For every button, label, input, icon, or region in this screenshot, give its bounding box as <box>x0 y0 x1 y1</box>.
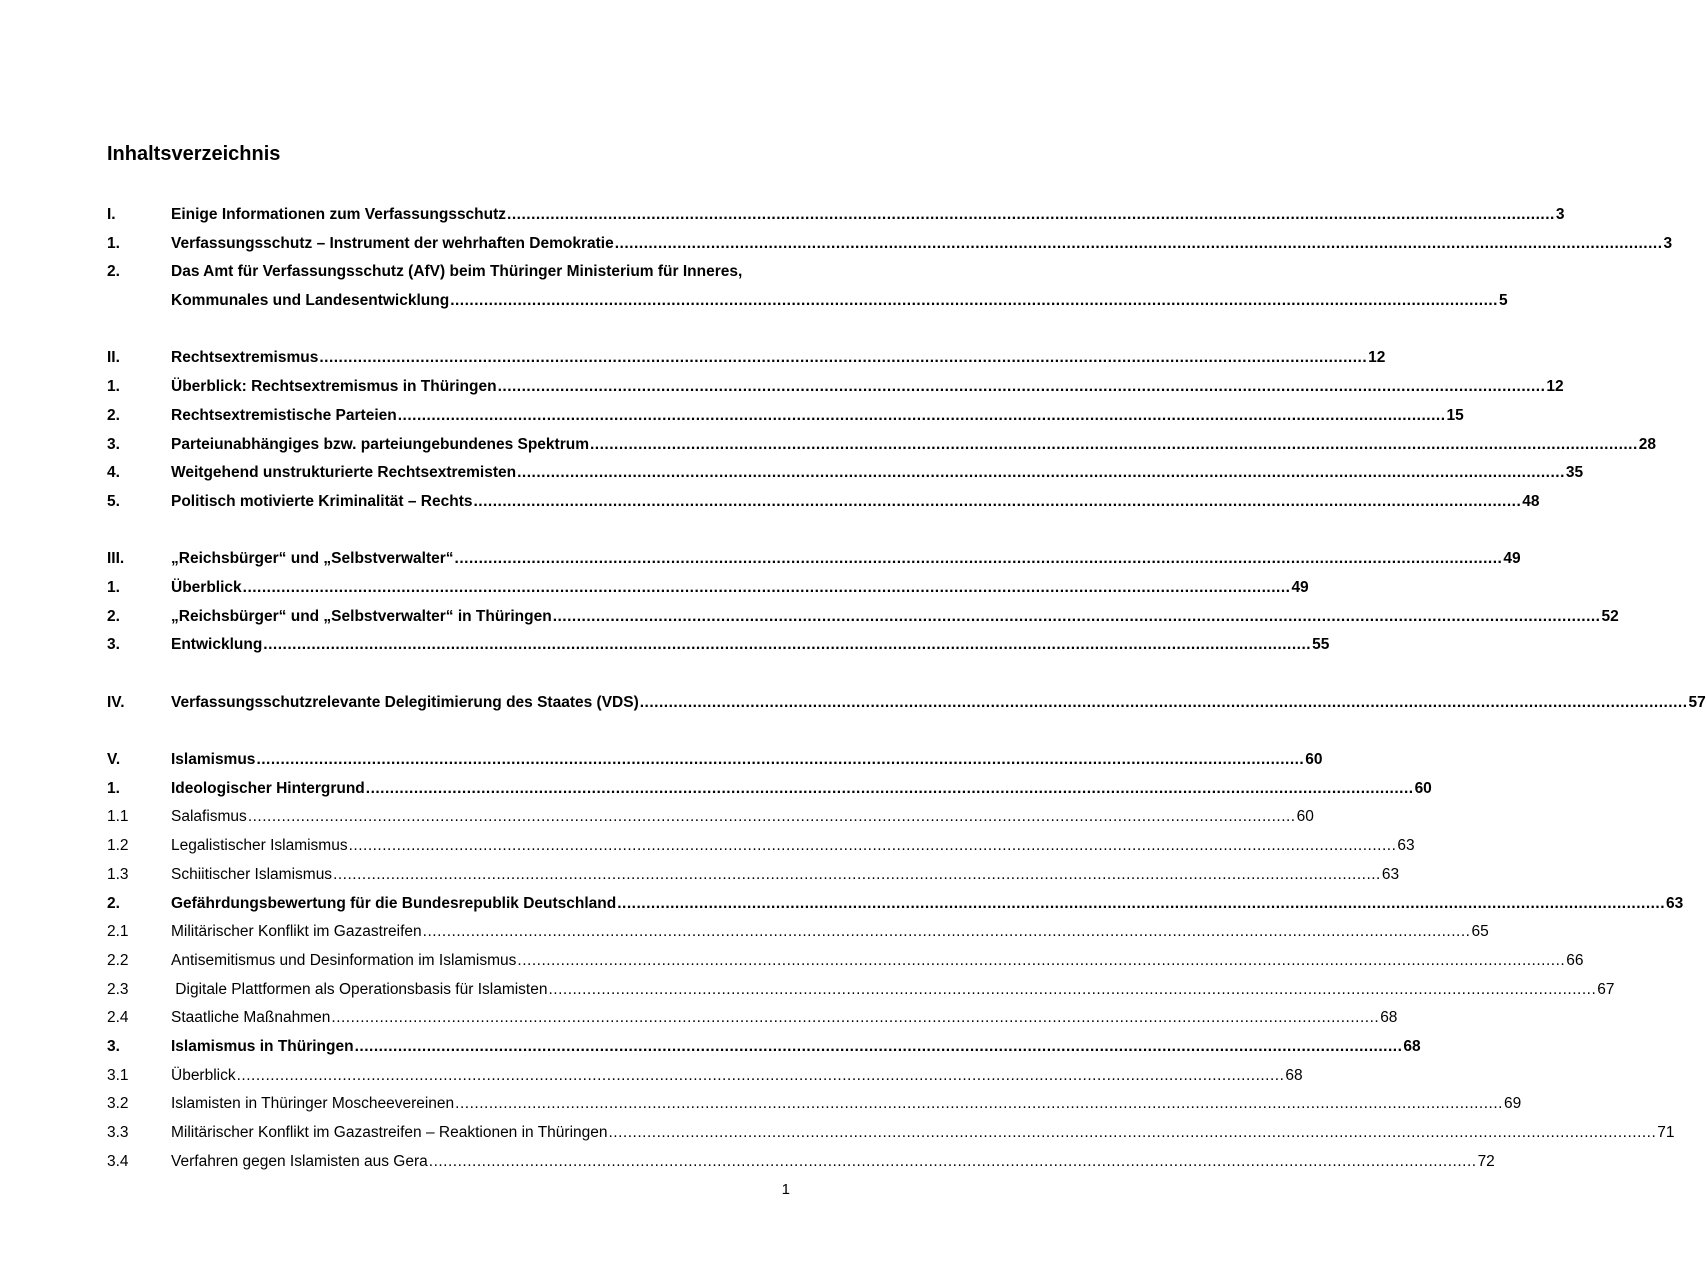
toc-entry-page: 66 <box>1566 951 1584 969</box>
toc-leader-dots: .......................................................................................................................................................................................................................... <box>242 578 1291 596</box>
toc-entry[interactable] <box>107 631 1330 660</box>
toc-entry-number: 1.2 <box>107 837 129 855</box>
toc-entry-title: Verfassungsschutzrelevante Delegitimierung des Staates (VDS) <box>171 693 639 711</box>
toc-entry[interactable] <box>107 1090 1522 1119</box>
toc-entry-title: Militärischer Konflikt im Gazastreifen – Reaktionen in Thüringen <box>171 1124 608 1141</box>
toc-leader-dots: .......................................................................................................................................................................................................................... <box>247 808 1296 826</box>
toc-entry-number: 1.3 <box>107 865 129 883</box>
toc-entry-title: Digitale Plattformen als Operationsbasis für Islamisten <box>171 980 548 998</box>
toc-entry[interactable] <box>107 775 1432 804</box>
toc-entry[interactable] <box>107 373 1564 402</box>
toc-entry-page: 69 <box>1503 1095 1522 1113</box>
toc-entry-page: 68 <box>1403 1037 1421 1055</box>
toc-entry[interactable] <box>107 861 1400 890</box>
toc-entry-number: 3.4 <box>107 1152 129 1170</box>
toc-entry[interactable] <box>107 1062 1303 1091</box>
toc-entry-number: I. <box>107 206 116 223</box>
toc-leader-dots: .......................................................................................................................................................................................................................... <box>333 865 1381 883</box>
toc-entry-title: Staatliche Maßnahmen <box>171 1009 331 1027</box>
toc-entry-continuation[interactable] <box>107 287 1508 316</box>
toc-leader-dots: .......................................................................................................................................................................................................................... <box>608 1124 1657 1141</box>
toc-entry-number: 3.2 <box>107 1095 129 1113</box>
toc-leader-dots: .......................................................................................................................................................................................................................... <box>639 693 1688 711</box>
toc-entry-page: 52 <box>1601 607 1619 625</box>
toc-entry[interactable] <box>107 488 1540 517</box>
toc-entry-number: 3.1 <box>107 1066 129 1084</box>
toc-entry[interactable] <box>107 689 1706 718</box>
toc-entry-title: Islamisten in Thüringer Moscheevereinen <box>171 1095 455 1113</box>
toc-entry-number: 2.4 <box>107 1009 129 1027</box>
toc-entry-title: Rechtsextremismus <box>171 349 319 367</box>
toc-leader-dots: .......................................................................................................................................................................................................................... <box>517 464 1565 482</box>
toc-leader-dots: .......................................................................................................................................................................................................................... <box>319 349 1368 367</box>
toc-entry-title: Verfassungsschutz – Instrument der wehrhaften Demokratie <box>171 234 614 252</box>
toc-entry-page: 65 <box>1471 923 1489 941</box>
toc-entry-title: Antisemitismus und Desinformation im Islamismus <box>171 951 517 969</box>
toc-entry-number: 1. <box>107 578 120 596</box>
toc-entry-page: 55 <box>1312 636 1330 654</box>
toc-entry-page: 72 <box>1477 1152 1495 1170</box>
toc-entry[interactable] <box>107 976 1615 1005</box>
toc-entry-page: 60 <box>1305 751 1323 769</box>
toc-entry-number: 1. <box>107 779 120 797</box>
toc-entry-page: 68 <box>1380 1009 1398 1027</box>
toc-entry-title: Einige Informationen zum Verfassungsschutz <box>171 206 507 223</box>
toc-entry-number: 2. <box>107 406 120 424</box>
toc-leader-dots: .......................................................................................................................................................................................................................... <box>497 378 1546 396</box>
toc-entry-number: 2.2 <box>107 951 129 969</box>
toc-entry[interactable] <box>107 1148 1495 1177</box>
toc-entry-title: „Reichsbürger“ und „Selbstverwalter“ <box>171 550 454 568</box>
toc-entry-number: 1. <box>107 378 120 396</box>
toc-entry-number: 2. <box>107 263 120 281</box>
toc-entry-title: „Reichsbürger“ und „Selbstverwalter“ in Thüringen <box>171 607 552 625</box>
toc-entry[interactable] <box>107 832 1415 861</box>
toc-entry[interactable] <box>107 947 1584 976</box>
toc-leader-dots: .......................................................................................................................................................................................................................... <box>517 951 1566 969</box>
toc-leader-dots: .......................................................................................................................................................................................................................... <box>263 636 1312 654</box>
toc-entry[interactable] <box>107 201 1565 230</box>
toc-entry-number: IV. <box>107 693 125 711</box>
toc-entry-page: 67 <box>1597 980 1615 998</box>
toc-entry-page: 5 <box>1498 292 1508 310</box>
toc-entry[interactable] <box>107 402 1464 431</box>
toc-entry[interactable] <box>107 1119 1675 1148</box>
toc-leader-dots: .......................................................................................................................................................................................................................... <box>473 492 1522 510</box>
toc-leader-dots: .......................................................................................................................................................................................................................... <box>617 894 1666 912</box>
toc-leader-dots: .......................................................................................................................................................................................................................... <box>428 1152 1477 1170</box>
toc-entry-title: Gefährdungsbewertung für die Bundesrepublik Deutschland <box>171 894 617 912</box>
table-of-contents <box>107 201 1706 1176</box>
toc-entry-number: 3. <box>107 636 120 654</box>
toc-entry-page: 28 <box>1638 435 1657 453</box>
toc-entry[interactable] <box>107 1033 1421 1062</box>
toc-leader-dots: .......................................................................................................................................................................................................................... <box>590 435 1638 453</box>
toc-entry-page: 49 <box>1503 550 1521 568</box>
toc-entry-page: 35 <box>1565 464 1584 482</box>
toc-entry[interactable] <box>107 603 1619 632</box>
toc-entry-number: 4. <box>107 464 120 482</box>
toc-leader-dots: .......................................................................................................................................................................................................................... <box>331 1009 1380 1027</box>
toc-entry[interactable] <box>107 746 1323 775</box>
toc-leader-dots: .......................................................................................................................................................................................................................... <box>552 607 1601 625</box>
toc-entry-title: Überblick: Rechtsextremismus in Thüringen <box>171 378 497 396</box>
toc-entry-title: Legalistischer Islamismus <box>171 837 348 855</box>
toc-entry-number: 2. <box>107 894 120 912</box>
toc-entry[interactable] <box>107 431 1657 460</box>
toc-leader-dots: .......................................................................................................................................................................................................................... <box>614 234 1663 252</box>
toc-entry-title: Salafismus <box>171 808 247 826</box>
toc-entry-page: 57 <box>1688 693 1706 711</box>
toc-entry-title: Rechtsextremistische Parteien <box>171 406 397 424</box>
toc-entry-title: Das Amt für Verfassungsschutz (AfV) beim Thüringer Ministerium für Inneres, <box>171 263 743 281</box>
toc-entry-number: II. <box>107 349 120 367</box>
toc-entry-page: 68 <box>1285 1066 1303 1084</box>
toc-entry[interactable] <box>107 1004 1398 1033</box>
toc-entry-number: 3. <box>107 435 120 453</box>
toc-entry-page: 63 <box>1381 865 1400 883</box>
toc-entry-page: 12 <box>1368 349 1386 367</box>
toc-entry[interactable] <box>107 459 1584 488</box>
toc-entry-number: 2.1 <box>107 923 129 941</box>
toc-leader-dots: .......................................................................................................................................................................................................................... <box>348 837 1397 855</box>
toc-entry-page: 12 <box>1546 378 1564 396</box>
toc-entry-number: 3.3 <box>107 1124 129 1141</box>
toc-leader-dots: .......................................................................................................................................................................................................................... <box>450 292 1498 310</box>
toc-entry[interactable] <box>107 803 1314 832</box>
toc-entry-title: Schiitischer Islamismus <box>171 865 333 883</box>
toc-entry-number: 1. <box>107 234 120 252</box>
toc-entry-title: Politisch motivierte Kriminalität – Rechts <box>171 492 473 510</box>
toc-entry-number: 5. <box>107 492 120 510</box>
toc-entry-number: 2.3 <box>107 980 129 998</box>
toc-entry-title: Weitgehend unstrukturierte Rechtsextremisten <box>171 464 517 482</box>
toc-leader-dots: .......................................................................................................................................................................................................................... <box>548 980 1597 998</box>
toc-entry-page: 60 <box>1296 808 1314 826</box>
toc-entry-title: Kommunales und Landesentwicklung <box>171 292 450 310</box>
toc-entry-number: 1.1 <box>107 808 129 826</box>
toc-entry-title: Parteiunabhängiges bzw. parteiungebundenes Spektrum <box>171 435 589 453</box>
toc-entry-title: Verfahren gegen Islamisten aus Gera <box>171 1152 428 1170</box>
toc-entry-page: 49 <box>1291 578 1309 596</box>
toc-entry[interactable] <box>107 890 1684 919</box>
toc-entry-page: 60 <box>1414 779 1432 797</box>
toc-entry[interactable] <box>107 545 1521 574</box>
toc-entry[interactable] <box>107 574 1309 603</box>
toc-entry-title: Überblick <box>171 1066 236 1084</box>
toc-entry-number: 2. <box>107 607 120 625</box>
toc-entry-page: 71 <box>1657 1124 1675 1141</box>
toc-leader-dots: .......................................................................................................................................................................................................................... <box>397 406 1446 424</box>
toc-leader-dots: .......................................................................................................................................................................................................................... <box>454 550 1503 568</box>
toc-entry-title: Entwicklung <box>171 636 263 654</box>
toc-leader-dots: .......................................................................................................................................................................................................................... <box>422 923 1471 941</box>
toc-leader-dots: .......................................................................................................................................................................................................................... <box>236 1066 1285 1084</box>
toc-leader-dots: .......................................................................................................................................................................................................................... <box>507 206 1555 223</box>
toc-entry-page: 3 <box>1555 206 1565 223</box>
toc-leader-dots: .......................................................................................................................................................................................................................... <box>455 1095 1503 1113</box>
toc-entry-page: 48 <box>1522 492 1540 510</box>
page-title: Inhaltsverzeichnis <box>107 143 281 165</box>
toc-entry[interactable] <box>107 344 1386 373</box>
page-number: 1 <box>781 1181 790 1198</box>
toc-leader-dots: .......................................................................................................................................................................................................................... <box>365 779 1414 797</box>
toc-entry-number: III. <box>107 550 125 568</box>
toc-entry-page: 63 <box>1666 894 1684 912</box>
toc-entry[interactable] <box>107 918 1489 947</box>
toc-entry-number: V. <box>107 751 121 769</box>
toc-entry-page: 3 <box>1663 234 1673 252</box>
toc-entry-page: 15 <box>1446 406 1464 424</box>
toc-entry-title: Militärischer Konflikt im Gazastreifen <box>171 923 422 941</box>
toc-entry-title: Überblick <box>171 578 242 596</box>
toc-entry-title: Islamismus in Thüringen <box>171 1037 354 1055</box>
toc-entry-title: Islamismus <box>171 751 256 769</box>
toc-leader-dots: .......................................................................................................................................................................................................................... <box>256 751 1305 769</box>
toc-entry[interactable] <box>107 230 1673 259</box>
toc-entry-page: 63 <box>1397 837 1415 855</box>
toc-entry-title: Ideologischer Hintergrund <box>171 779 365 797</box>
toc-leader-dots: .......................................................................................................................................................................................................................... <box>354 1037 1403 1055</box>
toc-entry[interactable] <box>107 258 791 287</box>
toc-entry-number: 3. <box>107 1037 120 1055</box>
